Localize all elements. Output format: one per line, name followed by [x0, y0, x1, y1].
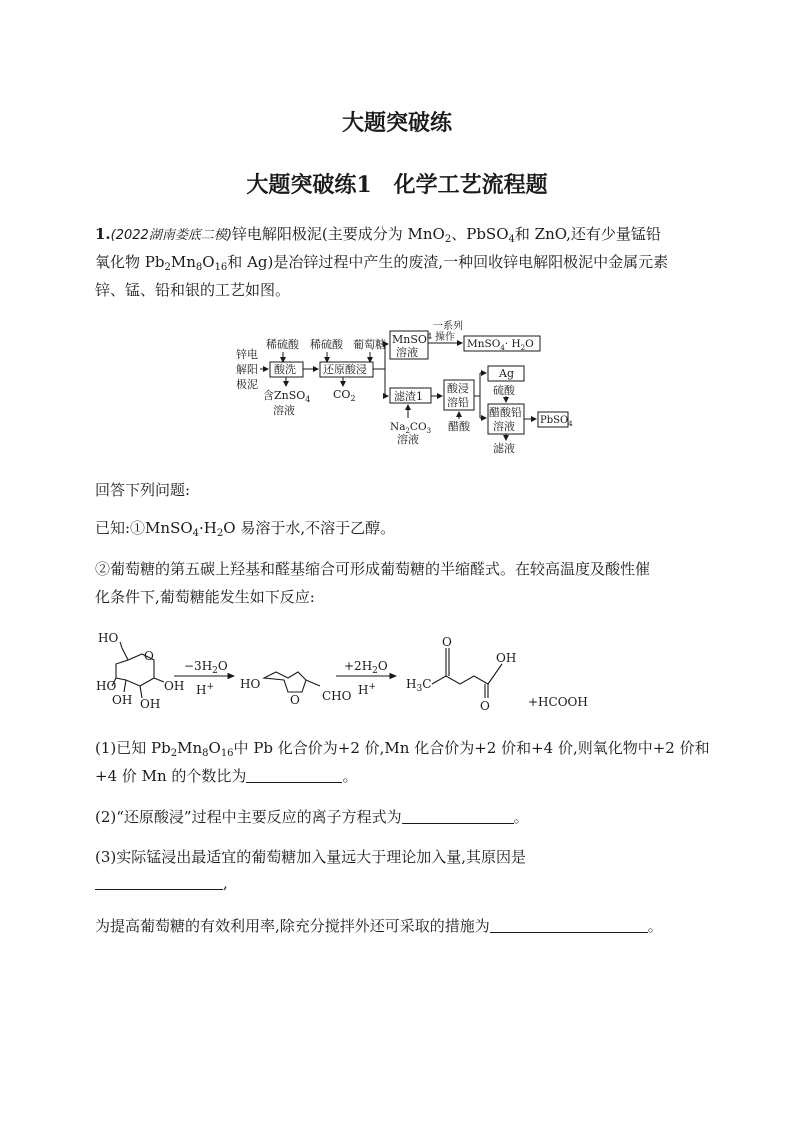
known-condition-1: 已知$:①MnSO_4\cdot H_2O$ 易溶于水,不溶于乙醇。	[95, 519, 396, 539]
answer-blank-4[interactable]	[490, 918, 648, 933]
svg-text:Ag: Ag	[499, 367, 514, 380]
reaction-1-condition-bottom: H+	[196, 682, 215, 697]
answer-blank-1[interactable]	[246, 768, 342, 783]
reagent-na2co3-solution: $Na_2CO_3$	[390, 421, 432, 435]
svg-text:OH: OH	[112, 693, 133, 707]
svg-text:H3C: $H_3C$	[406, 677, 432, 694]
svg-text:HO: HO	[96, 679, 117, 693]
gas-co2: $CO_2$	[333, 388, 356, 403]
known-condition-2-line2: 化条件下,葡萄糖能发生如下反应:	[95, 588, 315, 606]
svg-text:还原酸浸: 还原酸浸	[323, 363, 367, 376]
svg-text:醋酸铅: 醋酸铅	[489, 406, 522, 419]
reaction-1-condition-top: $-3H_2O$	[184, 659, 228, 676]
subquestion-1-line1: (1)已知 $Pb_2Mn_8O_{16}$中 Pb 化合价为+2 价,Mn 化合价为+2 价和+4 价,则氧化物中+2 价和	[95, 739, 710, 759]
hmf-furan-ring	[264, 672, 306, 692]
svg-text:溶液: 溶液	[493, 420, 515, 433]
reagent-dilute-sulfuric-1: 稀硫酸	[266, 338, 299, 351]
svg-text:HO: HO	[240, 677, 261, 691]
svg-text:极泥: 极泥	[236, 378, 258, 391]
question-stem-line3: 锌、锰、铅和银的工艺如图。	[95, 281, 291, 299]
glucose-reaction-scheme	[92, 620, 612, 720]
svg-text:CHO: CHO	[322, 689, 352, 703]
practice-title: 大题突破练1 化学工艺流程题	[246, 172, 548, 198]
section-title: 大题突破练	[341, 110, 452, 136]
svg-text:溶铅: 溶铅	[447, 396, 469, 409]
svg-text:HO: HO	[98, 631, 119, 645]
subquestion-3-line3: 为提高葡萄糖的有效利用率,除充分搅拌外还可采取的措施为 。	[95, 917, 663, 935]
question-source: (2022湖南娄底二模)	[110, 228, 232, 243]
svg-text:OH: OH	[496, 651, 517, 665]
subquestion-1-line2: +4 价 Mn 的个数比为 。	[95, 767, 358, 785]
svg-text:MnSO4· H2O: MnSO$_4$· $H_2O$	[467, 338, 534, 352]
reagent-glucose: 葡萄糖	[353, 338, 386, 351]
raw-material-label: 锌电	[236, 348, 258, 361]
svg-text:O: O	[290, 693, 300, 707]
svg-text:滤渣1: 滤渣1	[394, 390, 423, 403]
reagent-acetic-acid: 醋酸	[448, 420, 470, 433]
reaction-2-condition-top: $+2H_2O$	[344, 659, 388, 676]
svg-text:O: O	[480, 699, 490, 713]
process-flowchart	[230, 321, 573, 458]
svg-text:溶液: 溶液	[397, 433, 419, 446]
question-stem-line1: 1.(2022湖南娄底二模)锌电解阳极泥(主要成分为 MnO$_2$、PbSO$_4$和 ZnO,还有少量锰铅	[95, 225, 661, 245]
series-operations-label: 一系列	[433, 321, 463, 332]
byproduct-znso4-solution: 含ZnSO$_4$	[263, 389, 311, 404]
reagent-sulfuric-acid: 硫酸	[493, 384, 515, 397]
svg-text:溶液: 溶液	[273, 404, 295, 417]
svg-text:操作: 操作	[435, 332, 455, 343]
answer-blank-2[interactable]	[402, 809, 514, 824]
svg-text:OH: OH	[140, 697, 161, 711]
svg-text:O: O	[144, 649, 154, 663]
svg-text:酸浸: 酸浸	[447, 382, 469, 395]
subquestion-2: (2)“还原酸浸”过程中主要反应的离子方程式为 。	[95, 808, 529, 826]
svg-text:溶液: 溶液	[396, 346, 418, 359]
reagent-dilute-sulfuric-2: 稀硫酸	[310, 338, 343, 351]
svg-text:O: O	[442, 635, 452, 649]
svg-text:OH: OH	[164, 679, 185, 693]
svg-text:MnSO4: MnSO$^4$	[392, 332, 432, 346]
reaction-2-condition-bottom: H+	[358, 682, 377, 697]
levulinic-acid-chain	[432, 676, 488, 684]
answer-prompt: 回答下列问题:	[95, 481, 191, 499]
filtrate-label: 滤液	[493, 442, 515, 455]
subquestion-3-line1: (3)实际锰浸出最适宜的葡萄糖加入量远大于理论加入量,其原因是	[95, 848, 527, 866]
question-stem-line2: 氧化物 $Pb_2Mn_8O_{16}$和 Ag)是冶锌过程中产生的废渣,一种回收锌电解阳极泥中金属元素	[95, 253, 669, 273]
subquestion-3-line2: ,	[95, 874, 228, 892]
svg-text:PbSO4: PbSO$_4$	[540, 415, 573, 428]
known-condition-2-line1: ②葡萄糖的第五碳上羟基和醛基缩合可形成葡萄糖的半缩醛式。在较高温度及酸性催	[95, 560, 651, 578]
svg-text:酸洗: 酸洗	[274, 363, 296, 376]
hcooh-product: +HCOOH	[528, 695, 588, 709]
question-number: 1.	[95, 225, 111, 243]
svg-text:解阳: 解阳	[236, 363, 258, 376]
answer-blank-3[interactable]	[95, 875, 223, 890]
